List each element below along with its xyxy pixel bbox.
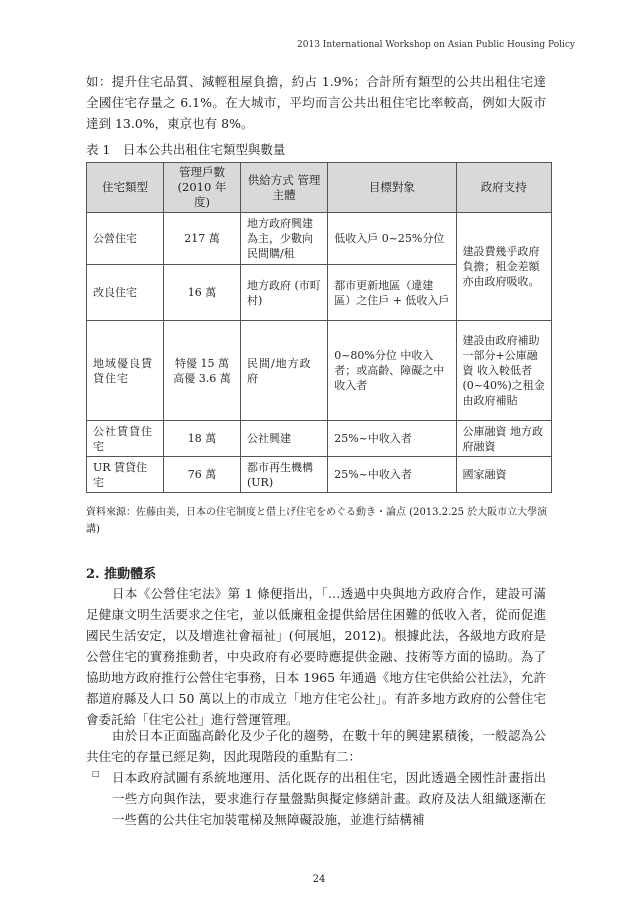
cell-count: 18 萬	[163, 421, 240, 457]
table-row	[87, 321, 552, 421]
header-method: 供給方式 管理主體	[240, 163, 327, 213]
cell-support-merged: 建設費幾乎政府負擔；租金差額亦由政府吸收。	[456, 213, 551, 321]
cell-target: 都市更新地區（違建區）之住戶 + 低收入戶	[328, 265, 456, 321]
cell-type: 公營住宅	[87, 213, 164, 265]
header-count: 管理戶數 (2010 年度)	[163, 163, 240, 213]
header-type: 住宅類型	[87, 163, 164, 213]
cell-target: 25%~中收入者	[328, 421, 456, 457]
table-source-note: 資料來源：佐藤由美，日本の住宅制度と借上げ住宅をめぐる動き・論点 (2013.2.25 於大阪市立大學演講)	[86, 507, 548, 535]
cell-support: 公庫融資 地方政府融資	[456, 421, 551, 457]
cell-count: 76 萬	[163, 457, 240, 493]
cell-method: 公社興建	[240, 421, 327, 457]
running-header: 2013 International Workshop on Asian Public Housing Policy	[297, 40, 575, 50]
cell-type: UR 賃貸住宅	[87, 457, 164, 493]
cell-support: 建設由政府補助一部分+公庫融資 收入較低者(0~40%)之租金由政府補貼	[456, 321, 551, 421]
cell-method: 都市再生機構 (UR)	[240, 457, 327, 493]
cell-target: 0~80%分位 中收入者；或高齡、障礙之中收入者	[328, 321, 456, 421]
cell-count: 217 萬	[163, 213, 240, 265]
header-target: 目標對象	[328, 163, 456, 213]
section-heading: 2. 推動體系	[86, 567, 157, 582]
cell-target: 25%~中收入者	[328, 457, 456, 493]
table-header-row	[87, 163, 552, 213]
cell-target: 低收入戶 0~25%分位	[328, 213, 456, 265]
table-row	[87, 457, 552, 493]
cell-type: 地域優良賃貸住宅	[87, 321, 164, 421]
body-paragraph: 日本《公營住宅法》第 1 條便指出，「…透過中央與地方政府合作，建設可滿足健康文明生活要求之住宅，並以低廉租金提供給居住困難的低收入者，從而促進國民生活安定，以及增進社會福祉」(何展旭，2012)。根據此法，各級地方政府是公營住宅的實務推動者，中央政府有必要時應提供金融、技術等方面的協助。為了協助地方政府推行公營住宅事務，日本 1965 年通過《地方住宅供給公社法》，允許都道府縣及人口 50 萬以上的市成立「地方住宅公社」。有許多地方政府的公營住宅會委託給「住宅公社」進行營運管理。	[86, 586, 546, 727]
page-number: 24	[312, 874, 326, 885]
table-caption: 表 1 日本公共出租住宅類型與數量	[86, 142, 286, 157]
cell-method: 民間/地方政府	[240, 321, 327, 421]
cell-count: 16 萬	[163, 265, 240, 321]
header-support: 政府支持	[456, 163, 551, 213]
bullet-item	[92, 767, 546, 830]
cell-method: 地方政府 (市町村)	[240, 265, 327, 321]
cell-count: 特優 15 萬 高優 3.6 萬	[163, 321, 240, 421]
bullet-text: 日本政府試圖有系統地運用、活化既存的出租住宅，因此透過全國性計畫指出一些方向與作法，要求進行存量盤點與擬定修繕計畫。政府及法人組織逐漸在一些舊的公共住宅加裝電梯及無障礙設施，並進行結構補	[112, 770, 546, 827]
housing-types-table	[86, 162, 552, 493]
cell-type: 改良住宅	[87, 265, 164, 321]
cell-support: 國家融資	[456, 457, 551, 493]
square-bullet-icon: □	[92, 769, 100, 778]
body-paragraph: 由於日本正面臨高齡化及少子化的趨勢，在數十年的興建累積後，一般認為公共住宅的存量已經足夠，因此現階段的重點有二：	[86, 728, 546, 764]
cell-type: 公社賃貸住宅	[87, 421, 164, 457]
table-row	[87, 421, 552, 457]
intro-paragraph: 如：提升住宅品質、減輕租屋負擔，約占 1.9%；合計所有類型的公共出租住宅達全國住宅存量之 6.1%。在大城市，平均而言公共出租住宅比率較高，例如大阪市達到 13.0%，東京也有 8%。	[86, 74, 546, 131]
table-row	[87, 213, 552, 265]
cell-method: 地方政府興建為主，少數向民間購/租	[240, 213, 327, 265]
